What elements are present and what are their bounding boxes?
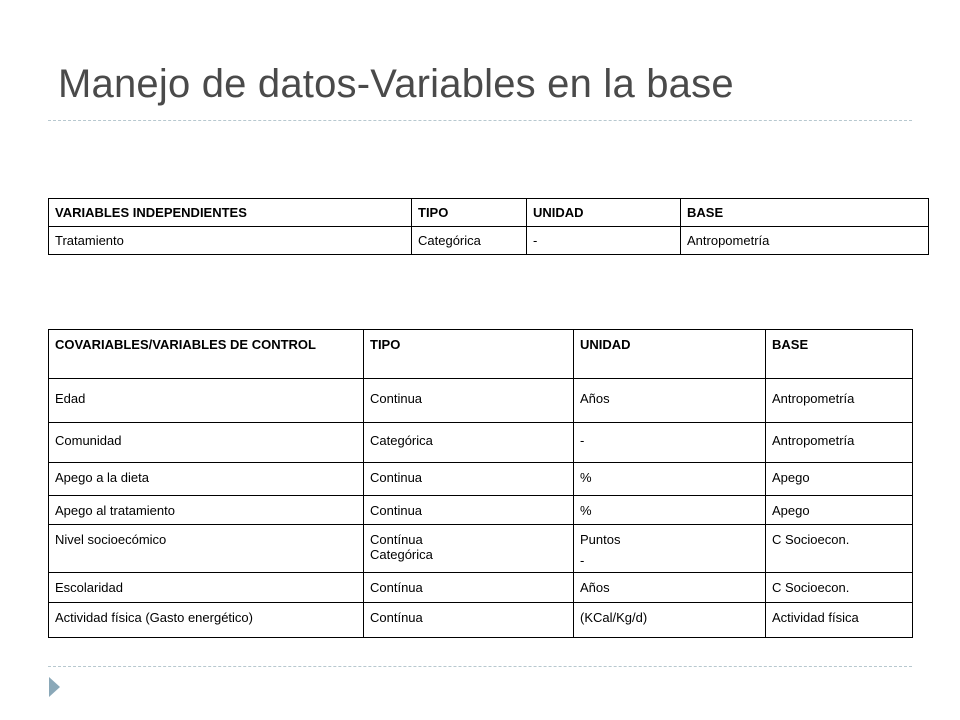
cell-tipo xyxy=(364,525,574,573)
header-tipo: TIPO xyxy=(412,199,527,227)
table-row xyxy=(49,423,913,463)
cell-base: C Socioecon. xyxy=(766,525,913,573)
header-tipo: TIPO xyxy=(364,330,574,379)
cell-unidad: Años xyxy=(574,573,766,603)
cell-variable: Edad xyxy=(49,379,364,423)
cell-unidad-line-1: Puntos xyxy=(580,532,621,547)
cell-base: Apego xyxy=(766,463,913,496)
cell-tipo: Categórica xyxy=(412,227,527,255)
cell-unidad: - xyxy=(574,423,766,463)
header-unidad: UNIDAD xyxy=(527,199,681,227)
cell-unidad: - xyxy=(527,227,681,255)
cell-variable: Tratamiento xyxy=(49,227,412,255)
table-header-row xyxy=(49,199,929,227)
table-row xyxy=(49,227,929,255)
cell-base: Actividad física xyxy=(766,603,913,638)
cell-unidad: Años xyxy=(574,379,766,423)
table-row xyxy=(49,573,913,603)
header-unidad: UNIDAD xyxy=(574,330,766,379)
cell-base: Apego xyxy=(766,496,913,525)
table-header-row xyxy=(49,330,913,379)
table-row xyxy=(49,603,913,638)
cell-tipo: Contínua xyxy=(364,573,574,603)
slide-title: Manejo de datos-Variables en la base xyxy=(58,62,734,106)
title-divider xyxy=(48,120,912,121)
cell-variable: Comunidad xyxy=(49,423,364,463)
cell-unidad: % xyxy=(574,463,766,496)
header-variable: COVARIABLES/VARIABLES DE CONTROL xyxy=(49,330,364,379)
cell-base: C Socioecon. xyxy=(766,573,913,603)
cell-unidad xyxy=(574,525,766,573)
independent-variables-table xyxy=(48,198,929,255)
table-row xyxy=(49,463,913,496)
header-variable: VARIABLES INDEPENDIENTES xyxy=(49,199,412,227)
cell-variable: Nivel socioecómico xyxy=(49,525,364,573)
cell-base: Antropometría xyxy=(766,379,913,423)
table-row xyxy=(49,525,913,573)
triangle-right-icon xyxy=(49,677,60,697)
cell-tipo: Continua xyxy=(364,463,574,496)
cell-unidad-line-2: - xyxy=(580,553,585,568)
cell-tipo: Continua xyxy=(364,379,574,423)
header-base: BASE xyxy=(766,330,913,379)
cell-unidad: % xyxy=(574,496,766,525)
footer-divider xyxy=(48,666,912,667)
cell-tipo: Contínua xyxy=(364,603,574,638)
cell-variable: Apego a la dieta xyxy=(49,463,364,496)
cell-tipo: Continua xyxy=(364,496,574,525)
cell-base: Antropometría xyxy=(681,227,929,255)
cell-base: Antropometría xyxy=(766,423,913,463)
table-row xyxy=(49,496,913,525)
cell-tipo-line-2: Categórica xyxy=(370,547,433,562)
table-row xyxy=(49,379,913,423)
cell-variable: Apego al tratamiento xyxy=(49,496,364,525)
cell-unidad: (KCal/Kg/d) xyxy=(574,603,766,638)
cell-tipo: Categórica xyxy=(364,423,574,463)
cell-variable: Escolaridad xyxy=(49,573,364,603)
header-base: BASE xyxy=(681,199,929,227)
covariables-table xyxy=(48,329,913,638)
cell-tipo-line-1: Contínua xyxy=(370,532,423,547)
cell-variable: Actividad física (Gasto energético) xyxy=(49,603,364,638)
